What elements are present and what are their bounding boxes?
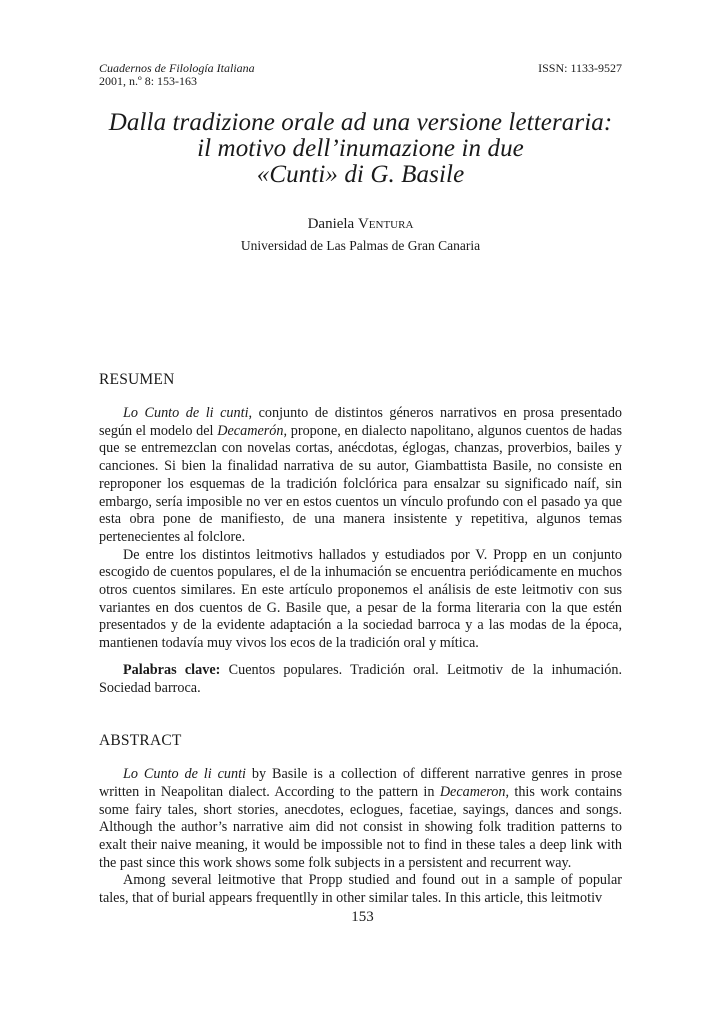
abstract-heading: ABSTRACT bbox=[99, 732, 182, 750]
journal-citation bbox=[99, 62, 255, 88]
article-page bbox=[99, 62, 622, 908]
abstract-paragraph-1 bbox=[99, 766, 622, 872]
abstract-paragraph-2: Among several leitmotive that Propp studied and found out in a sample of popular tales, that of burial appears frequentlly in other similar tales. In this article, this leitmotiv bbox=[99, 872, 622, 907]
title-line: Dalla tradizione orale ad una versione letteraria: bbox=[108, 109, 613, 136]
article-title bbox=[99, 110, 622, 188]
text-run: , this work contains some fairy tales, short stories, anecdotes, eclogues, facetiae, sayings, dances and songs. Although the author’s narrative aim did not consist in showing folk tradition patterns to exalt their naive meaning, it would be impossible not to find in these tales a deep link with the past since this work shows some folk subjects in a persistent and recurrent way. bbox=[99, 783, 622, 871]
journal-name: Cuadernos de Filología Italiana bbox=[99, 61, 255, 75]
keywords-text: Cuentos populares. Tradición oral. Leitmotiv de la inhumación. Sociedad barroca. bbox=[99, 661, 622, 696]
running-header bbox=[99, 62, 622, 88]
journal-issue: 2001, n.º 8: 153-163 bbox=[99, 74, 198, 88]
resumen-keywords bbox=[99, 662, 622, 697]
italic-title-text: Lo Cunto de li cunti bbox=[123, 405, 249, 421]
issn: ISSN: 1133-9527 bbox=[538, 61, 622, 75]
page-number: 153 bbox=[351, 909, 374, 925]
resumen-heading: RESUMEN bbox=[99, 371, 175, 388]
author-last-name: Ventura bbox=[357, 216, 414, 232]
resumen-paragraph-1 bbox=[99, 405, 622, 547]
text-run: by Basile is a collection of different narrative genres in prose written in Neapolitan dialect. According to the pattern in bbox=[99, 766, 622, 800]
author-name bbox=[99, 216, 622, 233]
title-line: il motivo dell’inumazione in due bbox=[197, 135, 524, 162]
text-run: , conjunto de distintos géneros narrativos en prosa presentado según el modelo del bbox=[99, 405, 623, 439]
text-run: , propone, en dialecto napolitano, algunos cuentos de hadas que se entremezclan con novelas cortas, anécdotas, églogas, chanzas, proverbios, bailes y canciones. Si bien la finalidad narrativa de su autor, Giambattista Basile, no consiste en reproponer los esquemas de la tradición folclórica para ensalzar su significado naíf, sin embargo, sería imposible no ver en estos cuentos un vínculo profundo con el pasado ya que esta obra pone de manifiesto, de una manera insistente y repetitiva, algunos temas pertenecientes al folclore. bbox=[99, 422, 622, 545]
italic-title-text: Decamerón bbox=[217, 422, 284, 439]
title-line: «Cunti» di G. Basile bbox=[256, 161, 465, 188]
resumen-paragraph-2: De entre los distintos leitmotivs hallados y estudiados por V. Propp en un conjunto escogido de cuentos populares, el de la inhumación se encuentra periódicamente en muchos otros cuentos similares. En este artículo proponemos el análisis de este leitmotiv con sus variantes en dos cuentos de G. Basile que, a pesar de la forma literaria con la que estén presentados y de la evidente adaptación a la sociedad barroca y a las modas de la época, mantienen todavía muy vivos los ecos de la tradición oral y mítica. bbox=[99, 546, 622, 652]
italic-title-text: Decameron bbox=[439, 783, 506, 800]
author-first-name: Daniela bbox=[307, 216, 355, 232]
italic-title-text: Lo Cunto de li cunti bbox=[123, 766, 246, 783]
keywords-label: Palabras clave: bbox=[123, 661, 221, 678]
author-affiliation: Universidad de Las Palmas de Gran Canaria bbox=[240, 238, 481, 253]
